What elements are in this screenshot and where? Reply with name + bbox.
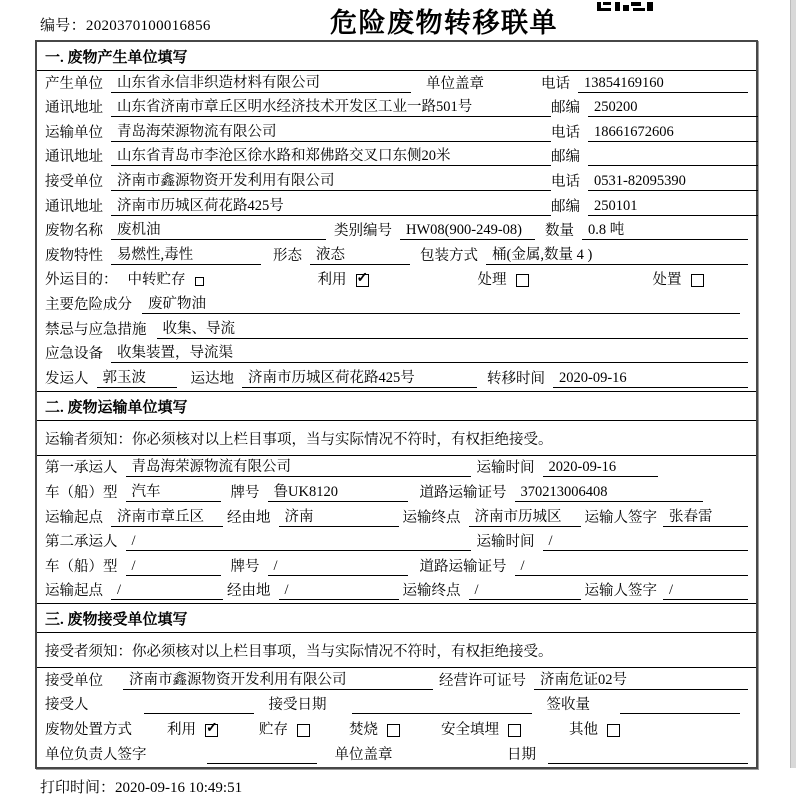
carrier1-label: 第一承运人 bbox=[45, 460, 118, 477]
waste-name-value: 废机油 bbox=[111, 218, 326, 240]
transporter-unit-label: 运输单位 bbox=[45, 124, 103, 141]
receiver-zip-label: 邮编 bbox=[551, 198, 580, 215]
accepting-unit-row bbox=[37, 668, 756, 693]
producer-zip-value: 250200 bbox=[588, 99, 758, 117]
packaging-value: 桶(金属,数量 4 ) bbox=[486, 243, 748, 265]
responsible-sign-row bbox=[37, 742, 756, 767]
vehicle2-row bbox=[37, 554, 756, 579]
vehicle1-row bbox=[37, 480, 756, 505]
route2-end-value: / bbox=[469, 582, 581, 600]
section2-heading: 二. 废物运输单位填写 bbox=[37, 391, 756, 421]
emergency-equipment-value: 收集装置，导流渠 bbox=[111, 341, 748, 363]
accept-info-row bbox=[37, 693, 756, 718]
route2-start-value: / bbox=[111, 582, 223, 600]
disposal-method-label: 废物处置方式 bbox=[45, 722, 132, 739]
shipper-label: 发运人 bbox=[45, 370, 89, 387]
packaging-label: 包装方式 bbox=[420, 247, 478, 264]
waste-name-row bbox=[37, 219, 756, 244]
transporter-address-value: 山东省青岛市李沧区徐水路和郑佛路交叉口东侧20米 bbox=[111, 144, 551, 166]
receiver-zip-value: 250101 bbox=[588, 198, 758, 216]
plate2-label: 牌号 bbox=[230, 558, 260, 575]
section1-heading: 一. 废物产生单位填写 bbox=[37, 42, 756, 71]
purpose-option-treat bbox=[478, 268, 653, 289]
receiver-phone-value: 0531-82095390 bbox=[588, 173, 758, 191]
disposal-option-incinerate-label: 焚烧 bbox=[349, 722, 378, 739]
disposal-storage-checkbox bbox=[297, 724, 310, 737]
doc-number-label: 编号： bbox=[40, 18, 86, 34]
taboo-measures-label: 禁忌与应急措施 bbox=[45, 321, 147, 338]
road-license1-label: 道路运输证号 bbox=[419, 484, 507, 501]
producer-address-label: 通讯地址 bbox=[45, 100, 103, 117]
receiver-address-label: 通讯地址 bbox=[45, 198, 103, 215]
route2-end-label: 运输终点 bbox=[402, 583, 461, 600]
route1-sign-value: 张春雷 bbox=[663, 505, 748, 527]
unit-seal2-label: 单位盖章 bbox=[334, 746, 393, 763]
producer-phone-value: 13854169160 bbox=[578, 75, 748, 93]
hazard-component-row bbox=[37, 292, 756, 317]
road-license1-value: 370213006408 bbox=[515, 484, 704, 502]
purpose-option-transfer-storage-label: 中转贮存 bbox=[127, 272, 186, 289]
transport-purpose-label: 外运目的： bbox=[45, 272, 118, 289]
transporter-address-row bbox=[37, 145, 756, 170]
plate1-value: 鲁UK8120 bbox=[268, 480, 408, 502]
producer-address-value: 山东省济南市章丘区明水经济技术开发区工业一路501号 bbox=[111, 95, 551, 117]
transporter-address-label: 通讯地址 bbox=[45, 149, 103, 166]
accept-date-label: 接受日期 bbox=[268, 697, 327, 714]
disposal-option-storage bbox=[259, 718, 349, 739]
waste-qty-label: 数量 bbox=[545, 223, 574, 240]
emergency-equipment-label: 应急设备 bbox=[45, 346, 103, 363]
emergency-equipment-row bbox=[37, 342, 756, 367]
route1-start-value: 济南市章丘区 bbox=[111, 505, 223, 527]
purpose-option-dispose-label: 处置 bbox=[652, 272, 682, 289]
accepting-unit-label: 接受单位 bbox=[45, 672, 103, 689]
disposal-landfill-checkbox bbox=[508, 724, 521, 737]
waste-category-label: 类别编号 bbox=[334, 223, 392, 240]
road-license2-label: 道路运输证号 bbox=[419, 558, 507, 575]
producer-zip-label: 邮编 bbox=[551, 100, 580, 117]
disposal-incinerate-checkbox bbox=[387, 724, 400, 737]
disposal-option-utilize bbox=[167, 718, 259, 739]
transporter-phone-value: 18661672606 bbox=[588, 124, 758, 142]
transport-time1-value: 2020-09-16 bbox=[543, 459, 658, 477]
transporter-zip-value bbox=[588, 149, 758, 166]
doc-number-value: 2020370100016856 bbox=[85, 18, 211, 34]
waste-traits-label: 废物特性 bbox=[45, 247, 103, 264]
vehicle1-label: 车（船）型 bbox=[45, 484, 118, 501]
waste-name-label: 废物名称 bbox=[45, 223, 103, 240]
route1-via-label: 经由地 bbox=[227, 509, 271, 526]
route1-end-value: 济南市历城区 bbox=[469, 505, 581, 527]
sign-date-label: 日期 bbox=[507, 746, 536, 763]
transport-purpose-row bbox=[37, 268, 756, 293]
taboo-measures-value: 收集、导流 bbox=[157, 317, 749, 339]
road-license2-value: / bbox=[515, 558, 749, 576]
route1-sign-label: 运输人签字 bbox=[584, 509, 657, 526]
route1-via-value: 济南 bbox=[279, 505, 399, 527]
transporter-unit-row bbox=[37, 120, 756, 145]
carrier1-row bbox=[37, 456, 756, 481]
purpose-dispose-checkbox bbox=[691, 274, 704, 287]
qr-code-icon bbox=[597, 2, 655, 12]
disposal-option-other bbox=[569, 718, 748, 739]
carrier1-value: 青岛海荣源物流有限公司 bbox=[126, 455, 471, 477]
purpose-utilize-checkbox bbox=[356, 274, 369, 287]
acceptor-value bbox=[144, 697, 254, 714]
carrier2-value: / bbox=[126, 533, 471, 551]
page-title: 危险废物转移联单 bbox=[330, 8, 558, 38]
purpose-option-utilize bbox=[318, 268, 478, 289]
transporter-unit-value: 青岛海荣源物流有限公司 bbox=[111, 120, 551, 142]
route1-start-label: 运输起点 bbox=[45, 509, 103, 526]
responsible-sign-label: 单位负责人签字 bbox=[45, 746, 147, 763]
disposal-other-checkbox bbox=[607, 724, 620, 737]
producer-phone-label: 电话 bbox=[541, 75, 570, 92]
vehicle2-label: 车（船）型 bbox=[45, 558, 118, 575]
waste-form-label: 形态 bbox=[273, 247, 302, 264]
receiver-phone-label: 电话 bbox=[551, 173, 580, 190]
permit-value: 济南危证02号 bbox=[534, 668, 748, 690]
disposal-option-utilize-label: 利用 bbox=[167, 722, 196, 739]
route2-start-label: 运输起点 bbox=[45, 583, 103, 600]
received-qty-value bbox=[620, 697, 740, 714]
route2-sign-value: / bbox=[663, 582, 748, 600]
disposal-option-landfill bbox=[441, 718, 569, 739]
plate1-label: 牌号 bbox=[230, 484, 260, 501]
purpose-transfer-storage-checkbox bbox=[195, 277, 204, 286]
route1-end-label: 运输终点 bbox=[402, 509, 461, 526]
print-time-label: 打印时间： bbox=[40, 779, 116, 796]
purpose-treat-checkbox bbox=[516, 274, 529, 287]
receiver-address-value: 济南市历城区荷花路425号 bbox=[111, 194, 551, 216]
carrier2-label: 第二承运人 bbox=[45, 534, 118, 551]
disposal-option-incinerate bbox=[349, 718, 441, 739]
dispatch-row bbox=[37, 366, 756, 391]
route2-row bbox=[37, 579, 756, 604]
waste-traits-value: 易燃性,毒性 bbox=[111, 243, 261, 265]
section3-heading: 三. 废物接受单位填写 bbox=[37, 603, 756, 633]
disposal-utilize-checkbox bbox=[205, 724, 218, 737]
producer-unit-value: 山东省永信非织造材料有限公司 bbox=[111, 71, 411, 93]
waste-form-value: 液态 bbox=[310, 243, 410, 265]
receiver-unit-label: 接受单位 bbox=[45, 173, 103, 190]
carrier2-row bbox=[37, 530, 756, 555]
taboo-measures-row bbox=[37, 317, 756, 342]
purpose-option-dispose bbox=[653, 268, 749, 289]
unit-seal-label: 单位盖章 bbox=[426, 75, 484, 92]
transfer-time-value: 2020-09-16 bbox=[553, 370, 748, 388]
vehicle2-value: / bbox=[126, 558, 221, 576]
responsible-sign-value bbox=[207, 747, 317, 764]
disposal-option-storage-label: 贮存 bbox=[259, 722, 288, 739]
plate2-value: / bbox=[268, 558, 408, 576]
accept-date-value bbox=[352, 697, 532, 714]
print-time-value: 2020-09-16 10:49:51 bbox=[115, 779, 243, 796]
hazard-component-label: 主要危险成分 bbox=[45, 296, 132, 313]
producer-unit-row bbox=[37, 71, 756, 96]
vehicle1-value: 汽车 bbox=[126, 480, 221, 502]
route2-via-value: / bbox=[279, 582, 399, 600]
route2-via-label: 经由地 bbox=[227, 583, 271, 600]
shipper-value: 郭玉波 bbox=[97, 366, 177, 388]
producer-address-row bbox=[37, 96, 756, 121]
qr-code-partial bbox=[597, 0, 655, 17]
transport-time2-label: 运输时间 bbox=[476, 534, 535, 551]
destination-label: 运达地 bbox=[190, 370, 234, 387]
waste-category-value: HW08(900-249-08) bbox=[400, 222, 535, 240]
purpose-option-transfer-storage bbox=[128, 268, 318, 289]
purpose-option-utilize-label: 利用 bbox=[317, 272, 347, 289]
sign-date-value bbox=[548, 747, 748, 764]
transporter-phone-label: 电话 bbox=[551, 124, 580, 141]
acceptor-label: 接受人 bbox=[45, 697, 89, 714]
disposal-method-row bbox=[37, 717, 756, 742]
transporter-zip-label: 邮编 bbox=[551, 149, 580, 166]
producer-unit-label: 产生单位 bbox=[45, 75, 103, 92]
receiver-unit-row bbox=[37, 169, 756, 194]
waste-qty-value: 0.8 吨 bbox=[582, 218, 748, 240]
disposal-option-landfill-label: 安全填埋 bbox=[441, 722, 499, 739]
transport-time2-value: / bbox=[543, 533, 749, 551]
hazard-component-value: 废矿物油 bbox=[142, 292, 740, 314]
disposal-option-other-label: 其他 bbox=[569, 722, 598, 739]
transport-time1-label: 运输时间 bbox=[476, 460, 535, 477]
received-qty-label: 签收量 bbox=[546, 697, 590, 714]
scrollbar-track[interactable] bbox=[790, 0, 796, 768]
receiver-unit-value: 济南市鑫源物资开发利用有限公司 bbox=[111, 169, 551, 191]
transporter-notice: 运输者须知：你必须核对以上栏目事项，当与实际情况不符时，有权拒绝接受。 bbox=[37, 421, 756, 456]
destination-value: 济南市历城区荷花路425号 bbox=[242, 366, 477, 388]
route2-sign-label: 运输人签字 bbox=[584, 583, 657, 600]
accepting-unit-value: 济南市鑫源物资开发利用有限公司 bbox=[123, 668, 433, 690]
print-time bbox=[40, 776, 796, 797]
receiver-address-row bbox=[37, 194, 756, 219]
purpose-option-treat-label: 处理 bbox=[477, 272, 507, 289]
receiver-notice: 接受者须知：你必须核对以上栏目事项，当与实际情况不符时，有权拒绝接受。 bbox=[37, 633, 756, 668]
waste-traits-row bbox=[37, 243, 756, 268]
route1-row bbox=[37, 505, 756, 530]
page-header bbox=[0, 0, 796, 40]
transfer-time-label: 转移时间 bbox=[487, 370, 545, 387]
permit-label: 经营许可证号 bbox=[439, 672, 526, 689]
manifest-form bbox=[35, 40, 758, 769]
